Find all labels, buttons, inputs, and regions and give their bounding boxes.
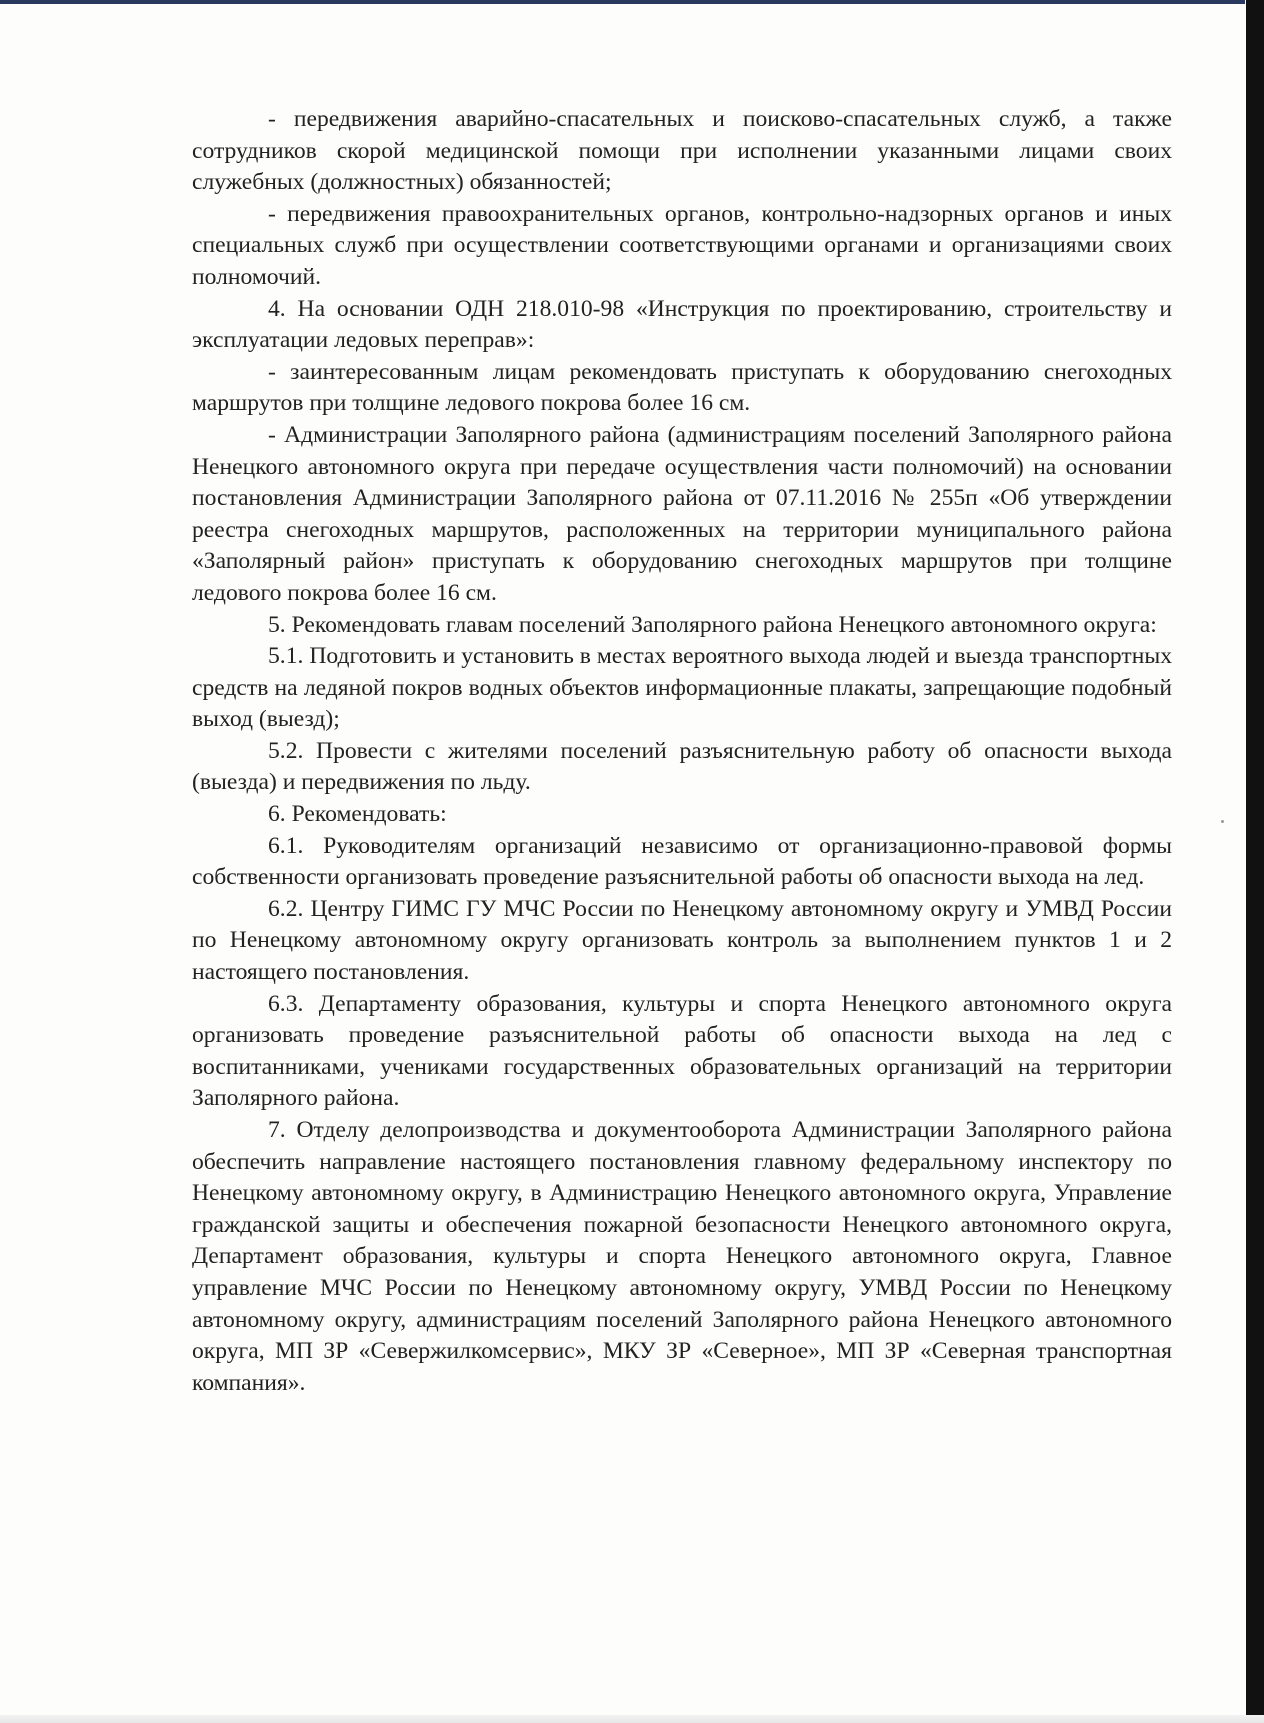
scan-bottom-edge <box>0 1715 1264 1723</box>
paragraph-item-4-interested-persons: - заинтересованным лицам рекомендовать приступать к оборудованию снегоходных маршрутов при толщине ледового покрова более 16 см. <box>192 358 1172 417</box>
scan-speck <box>1221 820 1224 823</box>
paragraph-rescue-services: - передвижения аварийно-спасательных и поисково-спасательных служб, а также сотрудников скорой медицинской помощи при исполнении указанными лицами своих служебных (должностных) обязанностей; <box>192 106 1172 196</box>
paragraph-item-6-2: 6.2. Центру ГИМС ГУ МЧС России по Ненецкому автономному округу и УМВД России по Ненецкому автономному округу организовать контроль за выполнением пунктов 1 и 2 настоящего постановления. <box>192 895 1172 986</box>
document-body <box>192 104 1172 1399</box>
paragraph-item-4-administration: - Администрации Заполярного района (администрациям поселений Заполярного района Ненецкого автономного округа при передаче осуществления части полномочий) на основании постановления Администрации Заполярного района от 07.11.2016 № 255п «Об утверждении реестра снегоходных маршрутов, расположенных на территории муниципального района «Заполярный район» приступать к оборудованию снегоходных маршрутов при толщине ледового покрова более 16 см. <box>192 421 1172 606</box>
paragraph-law-enforcement: - передвижения правоохранительных органов, контрольно-надзорных органов и иных специальных служб при осуществлении соответствующими органами и организациями своих полномочий. <box>192 200 1172 290</box>
paragraph-item-6-1: 6.1. Руководителям организаций независимо от организационно-правовой формы собственности организовать проведение разъяснительной работы об опасности выхода на лед. <box>192 832 1172 891</box>
paragraph-item-6-3: 6.3. Департаменту образования, культуры и спорта Ненецкого автономного округа организовать проведение разъяснительной работы об опасности выхода на лед с воспитанниками, учениками государственных образовательных организаций на территории Заполярного района. <box>192 990 1172 1112</box>
paragraph-item-5: 5. Рекомендовать главам поселений Заполярного района Ненецкого автономного округа: <box>268 611 1157 638</box>
scan-right-edge <box>1246 0 1264 1723</box>
paragraph-item-6: 6. Рекомендовать: <box>268 801 447 828</box>
paragraph-item-7: 7. Отделу делопроизводства и документооборота Администрации Заполярного района обеспечить направление настоящего постановления главному федеральному инспектору по Ненецкому автономному округу, в Администрацию Ненецкого автономного округа, Управление гражданской защиты и обеспечения пожарной безопасности Ненецкого автономного округа, Департамент образования, культуры и спорта Ненецкого автономного округа, Главное управление МЧС России по Ненецкому автономному округу, УМВД России по Ненецкому автономному округу, администрациям поселений Заполярного района Ненецкого автономного округа, МП ЗР «Севержилкомсервис», МКУ ЗР «Северное», МП ЗР «Северная транспортная компания». <box>192 1117 1172 1396</box>
paragraph-item-4: 4. На основании ОДН 218.010-98 «Инструкция по проектированию, строительству и эксплуатации ледовых переправ»: <box>192 295 1172 354</box>
paragraph-item-5-1: 5.1. Подготовить и установить в местах вероятного выхода людей и выезда транспортных средств на ледяной покров водных объектов информационные плакаты, запрещающие подобный выход (выезд); <box>192 643 1172 733</box>
paragraph-item-5-2: 5.2. Провести с жителями поселений разъяснительную работу об опасности выхода (выезда) и передвижения по льду. <box>192 737 1172 796</box>
scan-top-edge <box>0 0 1245 4</box>
